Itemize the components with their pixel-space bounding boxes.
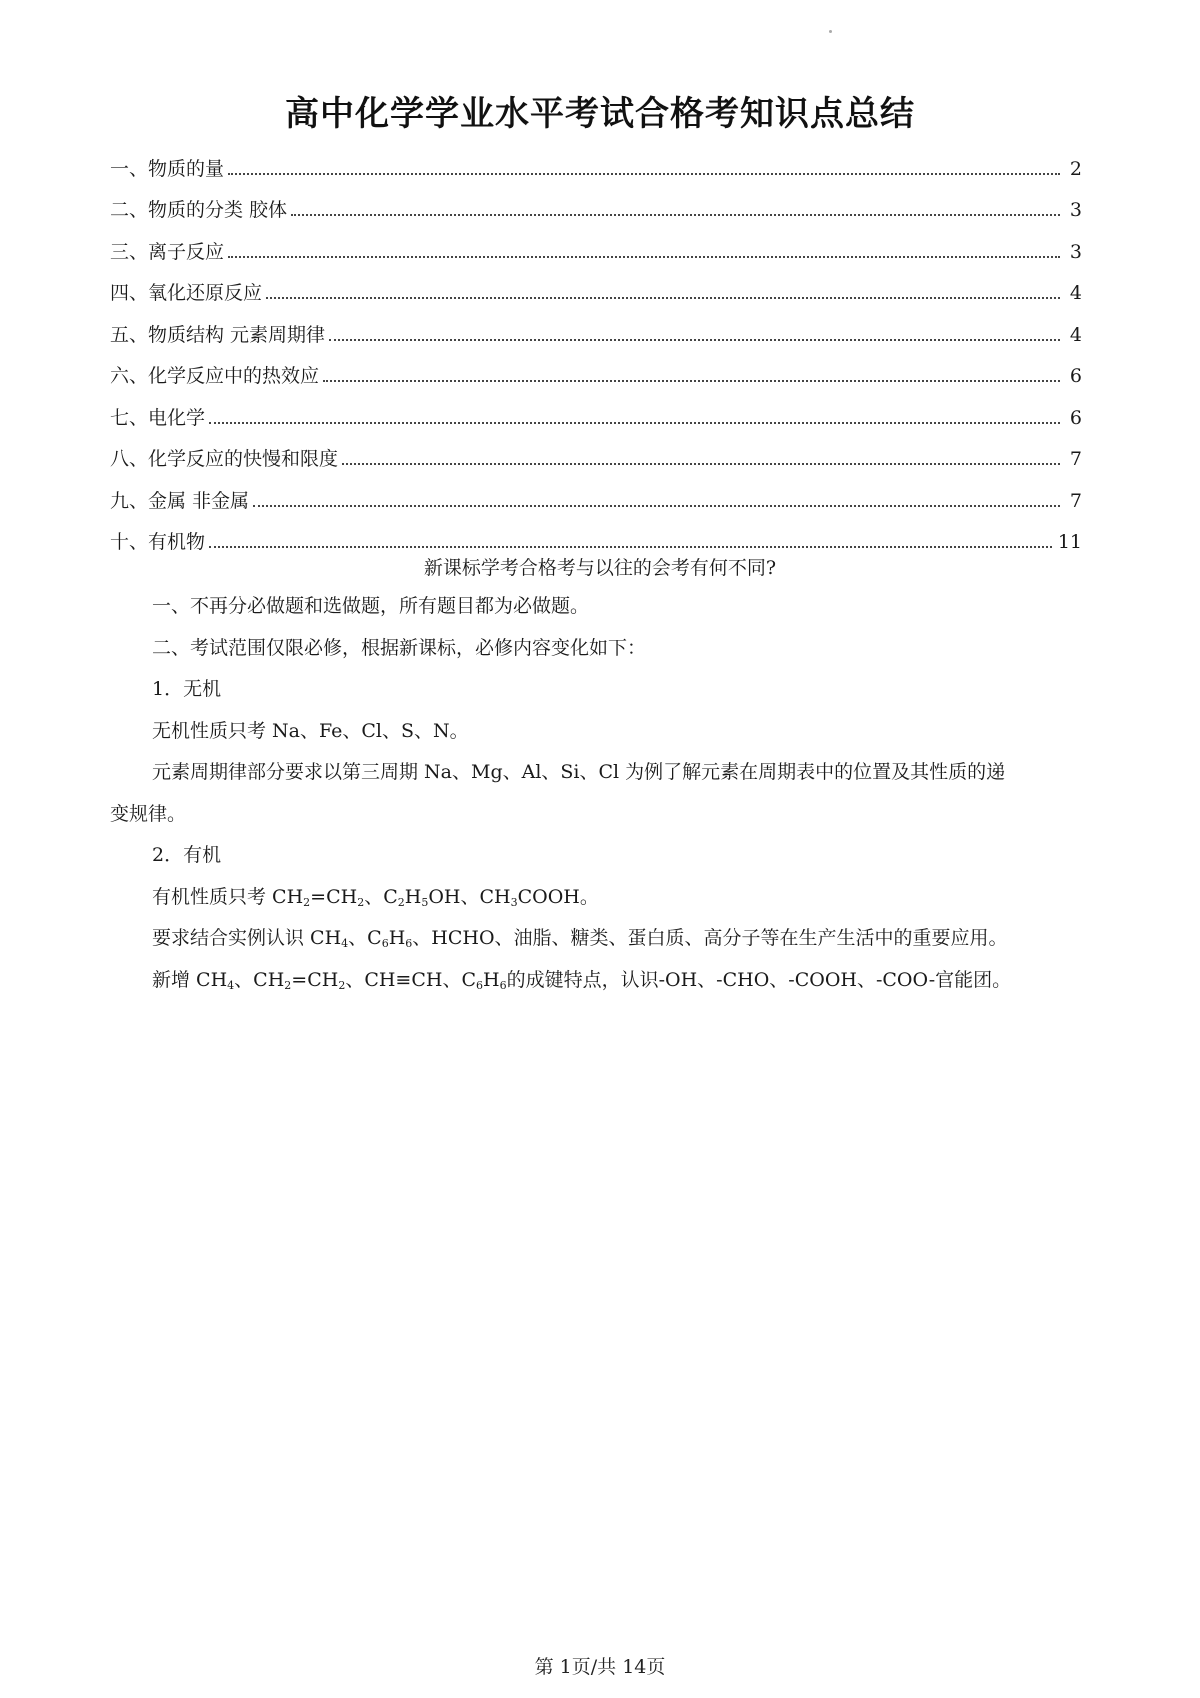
formula-ethylene: $CH_2=CH_2$ — [253, 968, 346, 992]
paragraph-bonding-features: 新增 $CH_4$、$CH_2=CH_2$、CH≡CH、$C_6H_6$的成键特点，认识-OH、-CHO、-COOH、-COO-官能团。 — [152, 968, 1012, 992]
toc-entry[interactable] — [110, 346, 1082, 388]
toc-entry-page: 4 — [1069, 323, 1082, 346]
toc-entry[interactable] — [110, 180, 1082, 222]
toc-entry-page: 3 — [1069, 240, 1082, 263]
toc-entry-page: 4 — [1069, 282, 1082, 304]
toc-entry-label: 三、离子反应 — [110, 240, 225, 263]
toc-dot-leader — [266, 297, 1060, 299]
toc-entry-page: 2 — [1069, 157, 1082, 180]
toc-dot-leader — [253, 505, 1060, 507]
scan-mark — [829, 30, 832, 33]
toc-entry-label: 六、化学反应中的热效应 — [110, 365, 320, 387]
page-footer: 第 1页/共 14页 — [534, 1656, 666, 1678]
toc-entry[interactable] — [110, 387, 1082, 429]
table-of-contents — [110, 138, 1082, 553]
paragraph-periodic-law-cont: 变规律。 — [110, 802, 187, 825]
toc-entry-page: 3 — [1069, 199, 1082, 221]
toc-entry-label: 五、物质结构 元素周期律 — [110, 323, 326, 346]
toc-entry[interactable] — [110, 512, 1082, 554]
formula-ethylene: $CH_2=CH_2$ — [272, 885, 365, 909]
paragraph-scope: 二、考试范围仅限必修，根据新课标，必修内容变化如下： — [152, 636, 647, 659]
toc-dot-leader — [209, 422, 1060, 424]
toc-dot-leader — [228, 256, 1060, 258]
toc-entry-page: 6 — [1069, 365, 1082, 387]
toc-entry-label: 十、有机物 — [110, 531, 206, 553]
section-heading: 新课标学考合格考与以往的会考有何不同? — [423, 557, 777, 579]
paragraph-inorganic-properties: 无机性质只考 Na、Fe、Cl、S、N。 — [152, 719, 469, 742]
toc-entry-page: 7 — [1069, 489, 1082, 512]
formula-ethanol: $C_2H_5OH$ — [383, 885, 461, 909]
toc-entry[interactable] — [110, 138, 1082, 180]
formula-methane: $CH_4$ — [310, 927, 349, 950]
toc-dot-leader — [209, 546, 1052, 548]
toc-entry-label: 七、电化学 — [110, 406, 206, 429]
toc-dot-leader — [342, 463, 1060, 465]
toc-entry[interactable] — [110, 304, 1082, 346]
subheading-organic: 2．有机 — [152, 844, 222, 866]
toc-entry[interactable] — [110, 263, 1082, 305]
formula-benzene: $C_6H_6$ — [461, 968, 507, 992]
toc-dot-leader — [329, 339, 1060, 341]
toc-entry-label: 一、物质的量 — [110, 157, 225, 180]
toc-entry-label: 二、物质的分类 胶体 — [110, 199, 288, 221]
paragraph-organic-applications: 要求结合实例认识 $CH_4$、$C_6H_6$、HCHO、油脂、糖类、蛋白质、高分子等在生产生活中的重要应用。 — [152, 927, 1008, 950]
toc-entry-page: 7 — [1069, 448, 1082, 470]
toc-dot-leader — [291, 214, 1060, 216]
subheading-inorganic: 1．无机 — [152, 678, 222, 700]
formula-methane: $CH_4$ — [196, 968, 235, 992]
page-title: 高中化学学业水平考试合格考知识点总结 — [285, 94, 915, 134]
paragraph-no-optional: 一、不再分必做题和选做题，所有题目都为必做题。 — [152, 595, 590, 617]
toc-dot-leader — [228, 173, 1060, 175]
toc-entry-page: 6 — [1069, 406, 1082, 429]
formula-acetic-acid: $CH_3COOH$ — [479, 885, 580, 909]
toc-entry-label: 八、化学反应的快慢和限度 — [110, 448, 339, 470]
toc-dot-leader — [323, 380, 1060, 382]
toc-entry[interactable] — [110, 429, 1082, 471]
toc-entry-label: 四、氧化还原反应 — [110, 282, 263, 304]
toc-entry-label: 九、金属 非金属 — [110, 489, 250, 512]
paragraph-periodic-law: 元素周期律部分要求以第三周期 Na、Mg、Al、Si、Cl 为例了解元素在周期表中的位置及其性质的递 — [152, 761, 1006, 783]
paragraph-organic-properties: 有机性质只考 $CH_2=CH_2$、$C_2H_5OH$、$CH_3COOH$。 — [152, 885, 599, 909]
formula-benzene: $C_6H_6$ — [367, 927, 413, 950]
toc-entry[interactable] — [110, 470, 1082, 512]
toc-entry-page: 11 — [1057, 531, 1082, 553]
section-body — [110, 586, 1100, 1001]
toc-entry[interactable] — [110, 221, 1082, 263]
formula-acetylene: CH≡CH — [364, 968, 443, 991]
